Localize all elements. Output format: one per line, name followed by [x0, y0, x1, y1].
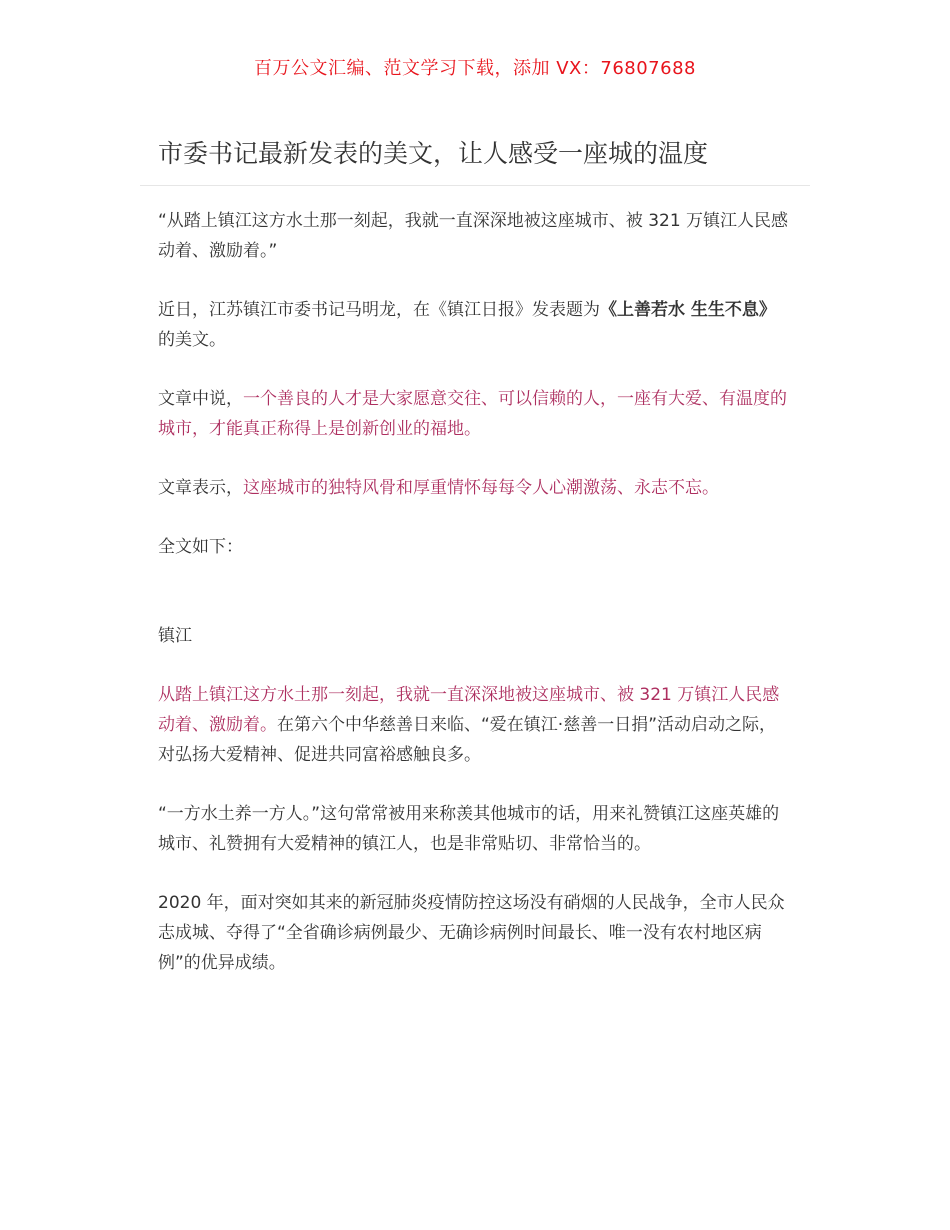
article-states-lead: 文章表示，	[158, 478, 243, 498]
opening-quote: 从踏上镇江这方水土那一刻起，我就一直深深地被这座城市、被 321 万镇江人民感动着、激励着。	[158, 685, 780, 735]
intro-end: 的美文。	[158, 330, 226, 350]
article-says-lead: 文章中说，	[158, 389, 243, 409]
full-text-label: 全文如下：	[158, 537, 243, 557]
intro-text: 近日，江苏镇江市委书记马明龙，在《镇江日报》发表题为	[158, 300, 600, 320]
paragraph-intro	[158, 295, 790, 355]
paragraph-2020: 2020 年，面对突如其来的新冠肺炎疫情防控这场没有硝烟的人民战争，全市人民众志成城、夺得了“全省确诊病例最少、无确诊病例时间最长、唯一没有农村地区病例”的优异成绩。	[158, 893, 785, 973]
paragraph-proverb: “一方水土养一方人。”这句常常被用来称羡其他城市的话，用来礼赞镇江这座英雄的城市、礼赞拥有大爱精神的镇江人，也是非常贴切、非常恰当的。	[158, 804, 780, 854]
paragraph-article-says	[158, 384, 790, 444]
essay-title: 《上善若水 生生不息》	[600, 300, 776, 320]
paragraph-opening	[158, 680, 790, 770]
article-title: 市委书记最新发表的美文，让人感受一座城的温度	[158, 139, 709, 168]
title-divider	[140, 185, 810, 186]
article-says-quote: 一个善良的人才是大家愿意交往、可以信赖的人，一座有大爱、有温度的城市，才能真正称得上是创新创业的福地。	[158, 389, 787, 439]
section-heading: 镇江	[158, 626, 192, 646]
article-states-quote: 这座城市的独特风骨和厚重情怀每每令人心潮激荡、永志不忘。	[243, 478, 719, 498]
promo-banner: 百万公文汇编、范文学习下载，添加 VX：76807688	[254, 58, 696, 79]
opening-text: 在第六个中华慈善日来临、“爱在镇江·慈善一日捐”活动启动之际，对弘扬大爱精神、促进共同富裕感触良多。	[158, 715, 777, 765]
paragraph-article-states	[158, 473, 790, 503]
article-body	[158, 206, 790, 978]
lead-quote: “从踏上镇江这方水土那一刻起，我就一直深深地被这座城市、被 321 万镇江人民感动着、激励着。”	[158, 211, 789, 261]
